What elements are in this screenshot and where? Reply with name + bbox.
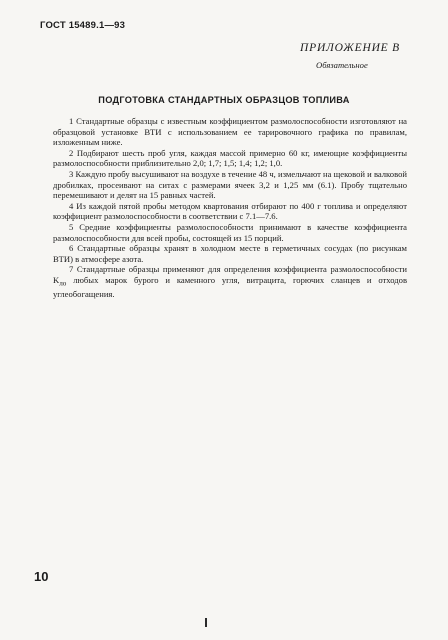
page-number: 10 bbox=[34, 569, 49, 584]
paragraph-3-text: 3 Каждую пробу высушивают на воздухе в течение 48 ч, измельчают на щековой и валковой дробилках, просеивают на ситах с размерами ячеек 3,2 и 1,25 мм (6.1). Пробу тщательно перемешивают и делят на 15 равных частей. bbox=[53, 168, 407, 201]
paragraph-3 bbox=[53, 169, 407, 201]
coefficient-subscript: ло bbox=[59, 279, 67, 288]
paragraph-2-text: 2 Подбирают шесть проб угля, каждая массой примерно 60 кг, имеющие коэффициенты размолоспособности приблизительно 2,0; 1,7; 1,5; 1,4; 1,2; 1,0. bbox=[53, 147, 407, 169]
appendix-status: Обязательное bbox=[316, 60, 368, 70]
paragraph-6-text: 6 Стандартные образцы хранят в холодном месте в герметичных сосудах (по рисункам ВТИ) в атмосфере азота. bbox=[53, 243, 407, 264]
appendix-title: ПРИЛОЖЕНИЕ В bbox=[300, 42, 400, 54]
standard-code: ГОСТ 15489.1—93 bbox=[40, 20, 126, 31]
paragraph-5-text: 5 Средние коэффициенты размолоспособности принимают в качестве коэффициента размолоспособности для всей пробы, состоящей из 15 порций. bbox=[53, 221, 407, 243]
paragraph-7-text-end: любых марок бурого и каменного угля, витрацита, горючих сланцев и отходов углеобогащения. bbox=[53, 274, 407, 300]
paragraph-1 bbox=[53, 116, 407, 148]
body-text bbox=[53, 116, 407, 300]
paragraph-4 bbox=[53, 201, 407, 222]
paragraph-2 bbox=[53, 148, 407, 169]
paragraph-5 bbox=[53, 222, 407, 243]
paragraph-7-text: 7 Стандартные образцы применяют для определения коэффициента размолоспособности K bbox=[53, 264, 407, 285]
paragraph-1-text: 1 Стандартные образцы с известным коэффициентом размолоспособности изготовляют на образцовой установке ВТИ с использованием ее тарировочного графика по правилам, изложенным ниже. bbox=[53, 116, 407, 148]
scan-mark bbox=[205, 618, 207, 627]
section-title: ПОДГОТОВКА СТАНДАРТНЫХ ОБРАЗЦОВ ТОПЛИВА bbox=[98, 95, 350, 105]
paragraph-7 bbox=[53, 264, 407, 300]
paragraph-6 bbox=[53, 243, 407, 264]
paragraph-4-text: 4 Из каждой пятой пробы методом квартования отбирают по 400 г топлива и определяют коэффициент размолоспособности в соответствии с 7.1—7.6. bbox=[53, 200, 407, 222]
